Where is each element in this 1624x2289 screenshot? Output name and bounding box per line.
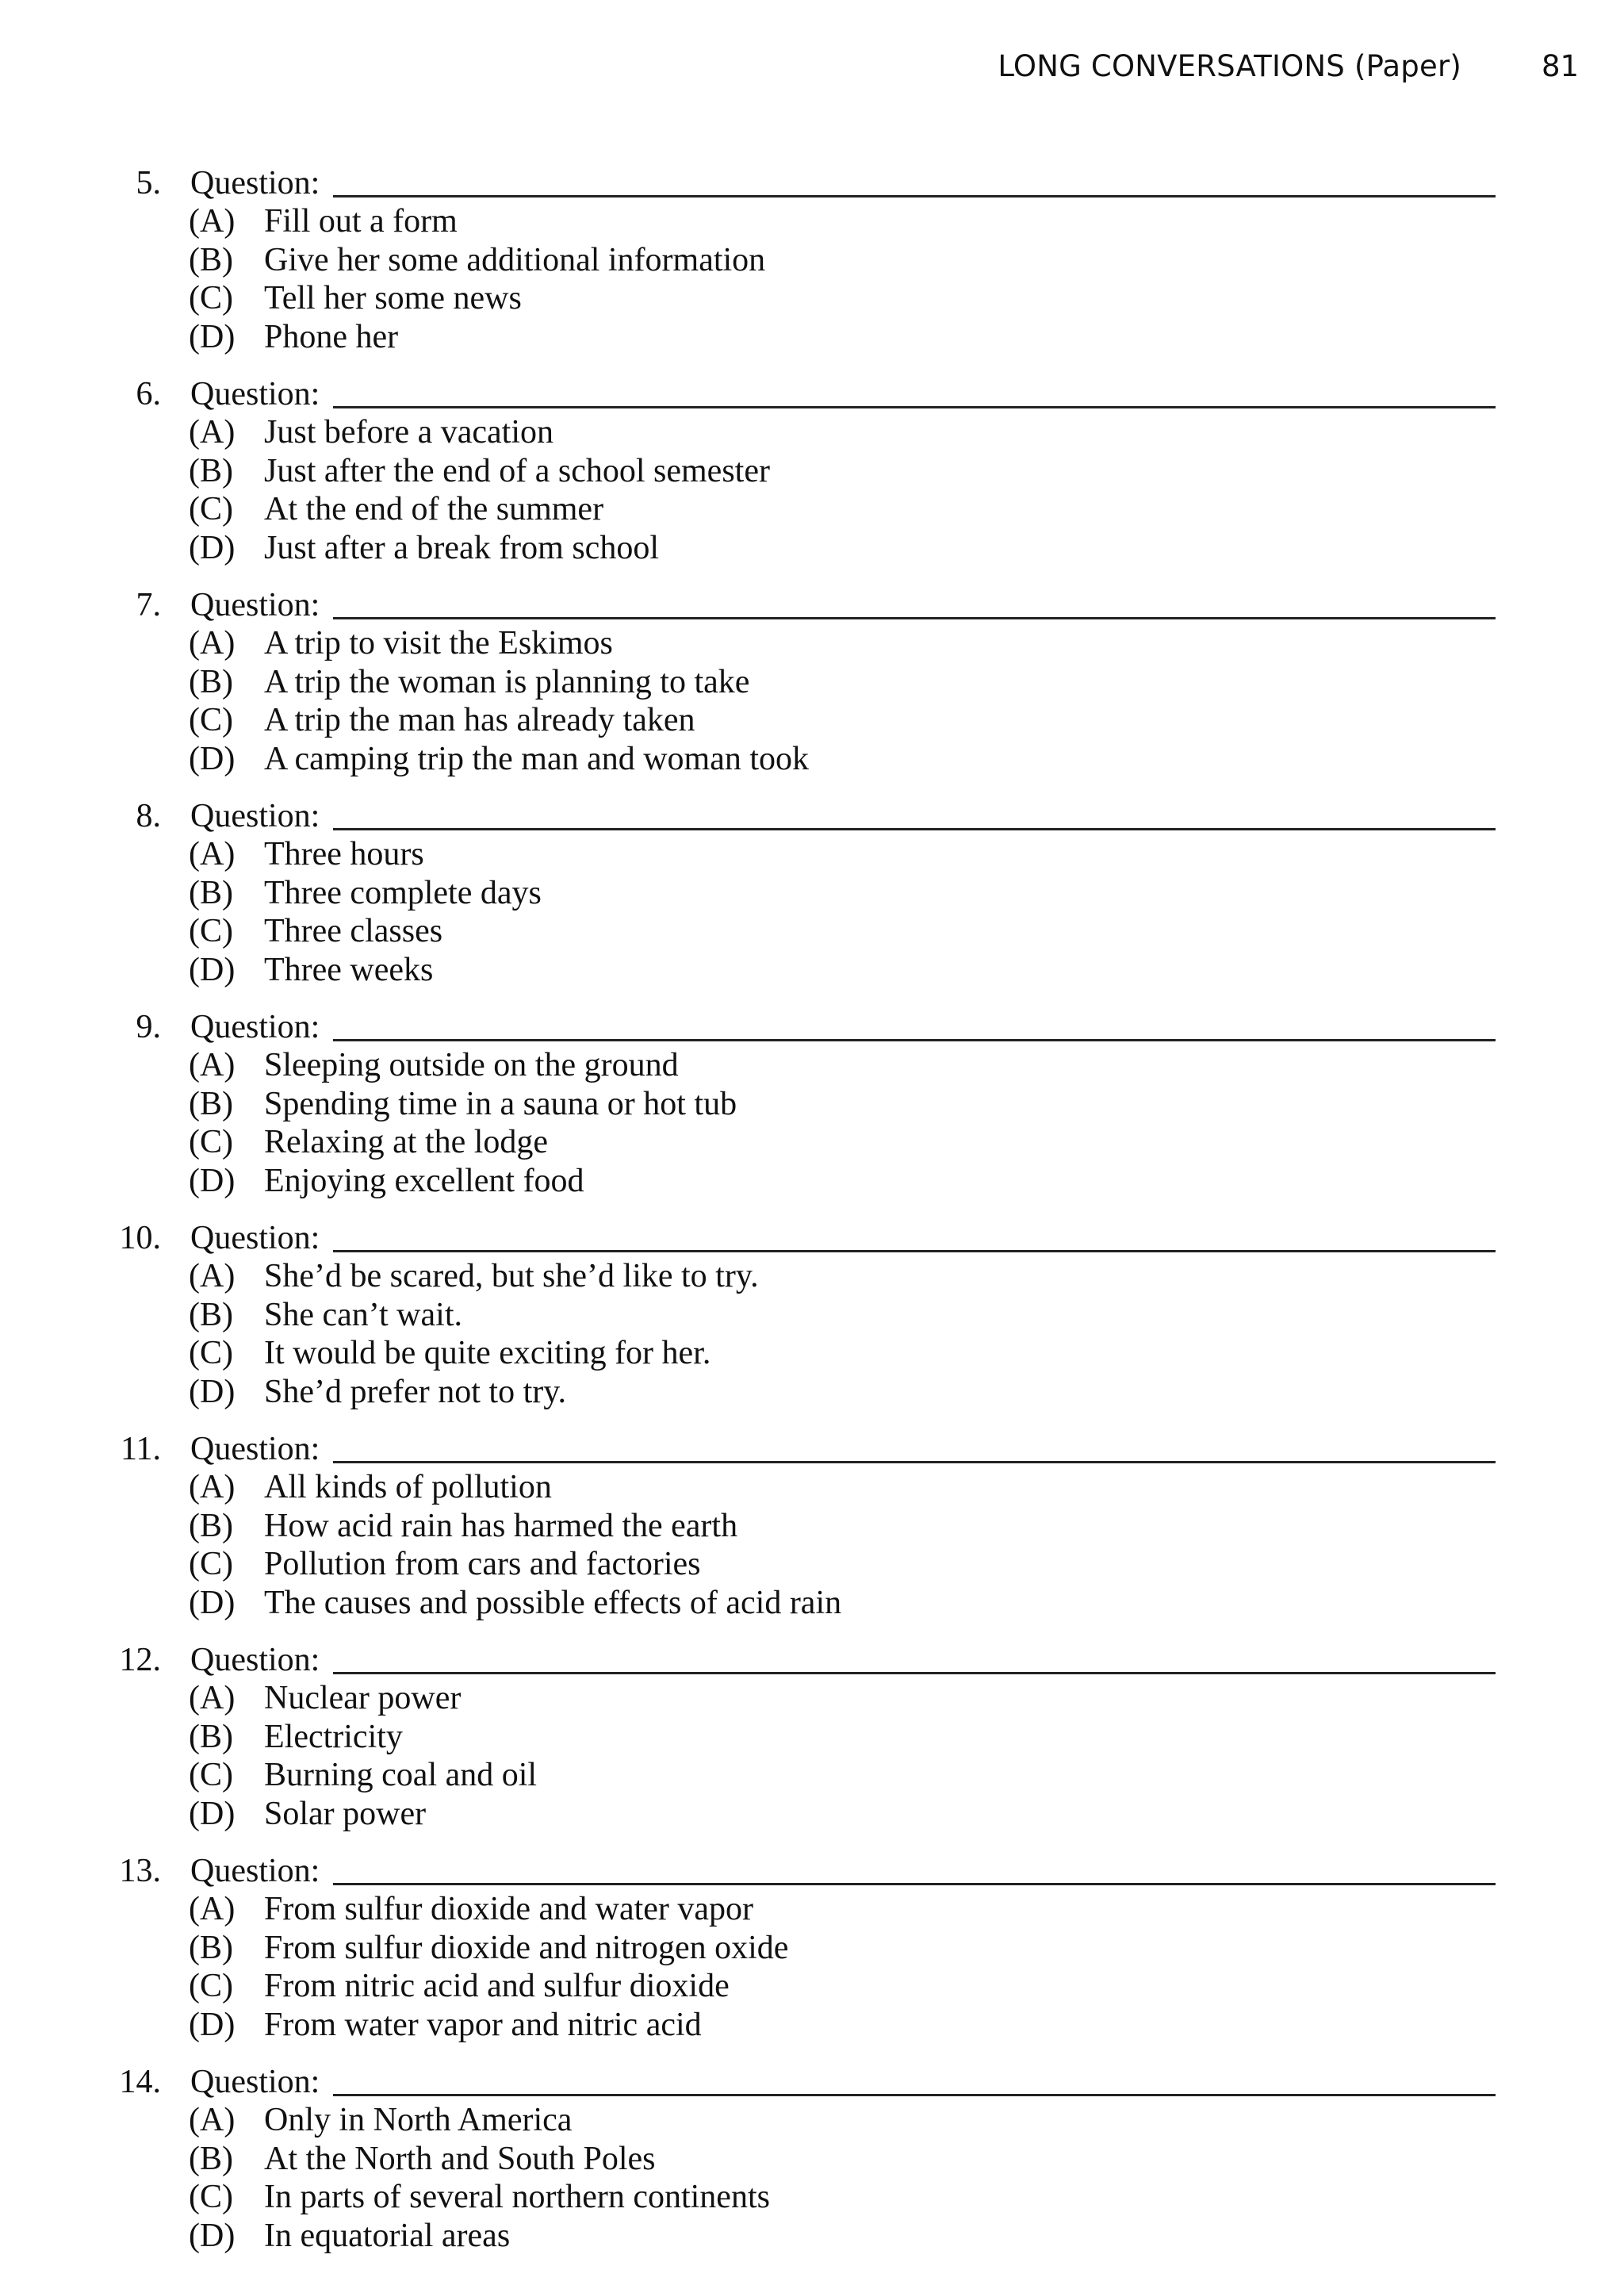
answer-option: [0, 1890, 1624, 1929]
option-text: Spending time in a sauna or hot tub: [264, 1085, 737, 1122]
option-letter: (D): [189, 1795, 236, 1832]
option-text: From sulfur dioxide and nitrogen oxide: [264, 1929, 789, 1966]
page-header: [0, 49, 1624, 97]
page-number: 81: [1542, 49, 1580, 83]
option-letter: (A): [189, 2102, 236, 2138]
answer-line[interactable]: [333, 195, 1496, 197]
answer-option: [0, 1507, 1624, 1546]
option-text: It would be quite exciting for her.: [264, 1335, 711, 1371]
question-label: Question:: [190, 1008, 329, 1046]
answer-option: [0, 1257, 1624, 1296]
question-label: Question:: [190, 586, 329, 624]
question-row: [0, 164, 1624, 202]
option-letter: (C): [189, 1124, 233, 1160]
option-letter: (C): [189, 2179, 233, 2215]
option-text: Pollution from cars and factories: [264, 1546, 701, 1582]
answer-option: [0, 701, 1624, 740]
option-letter: (B): [189, 663, 233, 700]
option-letter: (B): [189, 1507, 233, 1544]
question-row: [0, 1219, 1624, 1257]
answer-option: [0, 740, 1624, 779]
question-number: 6.: [136, 376, 161, 412]
answer-option: [0, 1085, 1624, 1124]
answer-option: [0, 1123, 1624, 1162]
answer-line[interactable]: [333, 1250, 1496, 1252]
option-letter: (B): [189, 1085, 233, 1122]
option-letter: (D): [189, 1162, 236, 1199]
question-item: [0, 1008, 1624, 1219]
option-letter: (C): [189, 1546, 233, 1582]
option-text: Just after the end of a school semester: [264, 452, 770, 489]
option-text: Three weeks: [264, 951, 434, 988]
option-letter: (A): [189, 836, 236, 872]
option-letter: (C): [189, 1968, 233, 2004]
answer-option: [0, 874, 1624, 913]
answer-option: [0, 1334, 1624, 1373]
option-letter: (A): [189, 1258, 236, 1294]
option-text: At the North and South Poles: [264, 2140, 656, 2177]
answer-option: [0, 663, 1624, 702]
option-text: How acid rain has harmed the earth: [264, 1507, 738, 1544]
answer-line[interactable]: [333, 828, 1496, 830]
option-letter: (B): [189, 1929, 233, 1966]
option-text: A trip the man has already taken: [264, 702, 695, 738]
option-letter: (B): [189, 241, 233, 278]
option-letter: (A): [189, 1891, 236, 1927]
option-text: At the end of the summer: [264, 491, 604, 527]
option-letter: (D): [189, 2217, 236, 2254]
answer-option: [0, 452, 1624, 491]
question-number: 5.: [136, 165, 161, 201]
option-text: She can’t wait.: [264, 1296, 462, 1333]
option-text: Just before a vacation: [264, 414, 554, 451]
option-letter: (C): [189, 1335, 233, 1371]
option-letter: (D): [189, 951, 236, 988]
answer-option: [0, 202, 1624, 241]
question-list: [0, 164, 1624, 2274]
answer-option: [0, 1468, 1624, 1507]
answer-option: [0, 490, 1624, 529]
question-label: Question:: [190, 797, 329, 835]
question-row: [0, 586, 1624, 624]
question-label: Question:: [190, 1219, 329, 1257]
question-row: [0, 1641, 1624, 1679]
answer-option: [0, 1679, 1624, 1718]
answer-option: [0, 2101, 1624, 2140]
answer-option: [0, 318, 1624, 357]
option-letter: (C): [189, 280, 233, 316]
option-text: Tell her some news: [264, 280, 522, 316]
answer-option: [0, 1373, 1624, 1412]
question-number: 7.: [136, 587, 161, 623]
answer-option: [0, 1718, 1624, 1757]
answer-option: [0, 835, 1624, 874]
option-text: Nuclear power: [264, 1680, 462, 1716]
option-letter: (D): [189, 529, 236, 566]
question-item: [0, 2063, 1624, 2274]
option-letter: (A): [189, 1680, 236, 1716]
option-letter: (C): [189, 913, 233, 949]
answer-option: [0, 1967, 1624, 2006]
option-text: Relaxing at the lodge: [264, 1124, 549, 1160]
option-text: Electricity: [264, 1718, 403, 1755]
option-text: From nitric acid and sulfur dioxide: [264, 1968, 730, 2004]
option-letter: (B): [189, 452, 233, 489]
answer-option: [0, 1046, 1624, 1085]
option-text: From sulfur dioxide and water vapor: [264, 1891, 754, 1927]
option-text: Solar power: [264, 1795, 427, 1832]
question-item: [0, 1219, 1624, 1430]
answer-line[interactable]: [333, 1039, 1496, 1041]
question-number: 9.: [136, 1009, 161, 1045]
option-text: She’d be scared, but she’d like to try.: [264, 1258, 759, 1294]
question-label: Question:: [190, 375, 329, 413]
question-label: Question:: [190, 1852, 329, 1890]
answer-option: [0, 279, 1624, 318]
answer-option: [0, 1545, 1624, 1584]
question-number: 13.: [119, 1853, 161, 1889]
question-label: Question:: [190, 2063, 329, 2101]
option-text: A camping trip the man and woman took: [264, 740, 810, 777]
option-letter: (B): [189, 1296, 233, 1333]
question-row: [0, 2063, 1624, 2101]
question-number: 8.: [136, 798, 161, 834]
answer-line[interactable]: [333, 617, 1496, 619]
answer-option: [0, 624, 1624, 663]
option-letter: (C): [189, 702, 233, 738]
option-letter: (A): [189, 1047, 236, 1083]
option-text: A trip the woman is planning to take: [264, 663, 750, 700]
question-row: [0, 375, 1624, 413]
answer-option: [0, 2006, 1624, 2045]
answer-option: [0, 1756, 1624, 1795]
question-row: [0, 1008, 1624, 1046]
option-text: Three hours: [264, 836, 424, 872]
answer-option: [0, 1929, 1624, 1968]
question-number: 11.: [121, 1431, 161, 1467]
option-text: Only in North America: [264, 2102, 573, 2138]
option-text: From water vapor and nitric acid: [264, 2006, 702, 2043]
option-letter: (B): [189, 874, 233, 911]
question-item: [0, 1430, 1624, 1641]
question-number: 14.: [119, 2064, 161, 2100]
option-text: In parts of several northern continents: [264, 2179, 770, 2215]
question-item: [0, 1641, 1624, 1852]
option-letter: (A): [189, 203, 236, 240]
option-text: Phone her: [264, 318, 399, 355]
answer-option: [0, 912, 1624, 951]
answer-option: [0, 241, 1624, 280]
answer-option: [0, 413, 1624, 452]
answer-option: [0, 2178, 1624, 2217]
question-label: Question:: [190, 1430, 329, 1468]
option-text: Enjoying excellent food: [264, 1162, 584, 1199]
question-number: 10.: [119, 1220, 161, 1256]
question-item: [0, 164, 1624, 375]
option-letter: (A): [189, 414, 236, 451]
answer-line[interactable]: [333, 1461, 1496, 1463]
option-text: Give her some additional information: [264, 241, 766, 278]
option-text: Three complete days: [264, 874, 542, 911]
answer-option: [0, 1795, 1624, 1834]
option-letter: (D): [189, 2006, 236, 2043]
answer-line[interactable]: [333, 406, 1496, 408]
option-text: Fill out a form: [264, 203, 458, 240]
option-letter: (C): [189, 1757, 233, 1793]
running-title: LONG CONVERSATIONS (Paper): [998, 49, 1461, 83]
option-letter: (C): [189, 491, 233, 527]
option-letter: (D): [189, 740, 236, 777]
answer-line[interactable]: [333, 2094, 1496, 2096]
option-text: A trip to visit the Eskimos: [264, 625, 613, 661]
option-text: Just after a break from school: [264, 529, 659, 566]
option-text: The causes and possible effects of acid rain: [264, 1584, 842, 1621]
answer-option: [0, 2217, 1624, 2256]
answer-option: [0, 1584, 1624, 1623]
option-text: Sleeping outside on the ground: [264, 1047, 679, 1083]
question-item: [0, 797, 1624, 1008]
option-letter: (A): [189, 1469, 236, 1505]
question-number: 12.: [119, 1642, 161, 1678]
option-letter: (D): [189, 1584, 236, 1621]
question-row: [0, 1430, 1624, 1468]
option-text: Burning coal and oil: [264, 1757, 538, 1793]
question-label: Question:: [190, 1641, 329, 1679]
answer-option: [0, 1296, 1624, 1335]
question-row: [0, 797, 1624, 835]
question-item: [0, 375, 1624, 586]
option-text: In equatorial areas: [264, 2217, 511, 2254]
answer-option: [0, 2140, 1624, 2179]
option-letter: (A): [189, 625, 236, 661]
question-item: [0, 586, 1624, 797]
answer-option: [0, 1162, 1624, 1201]
option-letter: (D): [189, 1373, 236, 1410]
answer-line[interactable]: [333, 1883, 1496, 1885]
question-label: Question:: [190, 164, 329, 202]
question-row: [0, 1852, 1624, 1890]
option-letter: (B): [189, 1718, 233, 1755]
answer-option: [0, 529, 1624, 568]
answer-line[interactable]: [333, 1672, 1496, 1674]
option-letter: (B): [189, 2140, 233, 2177]
option-letter: (D): [189, 318, 236, 355]
question-item: [0, 1852, 1624, 2063]
option-text: All kinds of pollution: [264, 1469, 552, 1505]
option-text: She’d prefer not to try.: [264, 1373, 566, 1410]
answer-option: [0, 951, 1624, 990]
option-text: Three classes: [264, 913, 443, 949]
